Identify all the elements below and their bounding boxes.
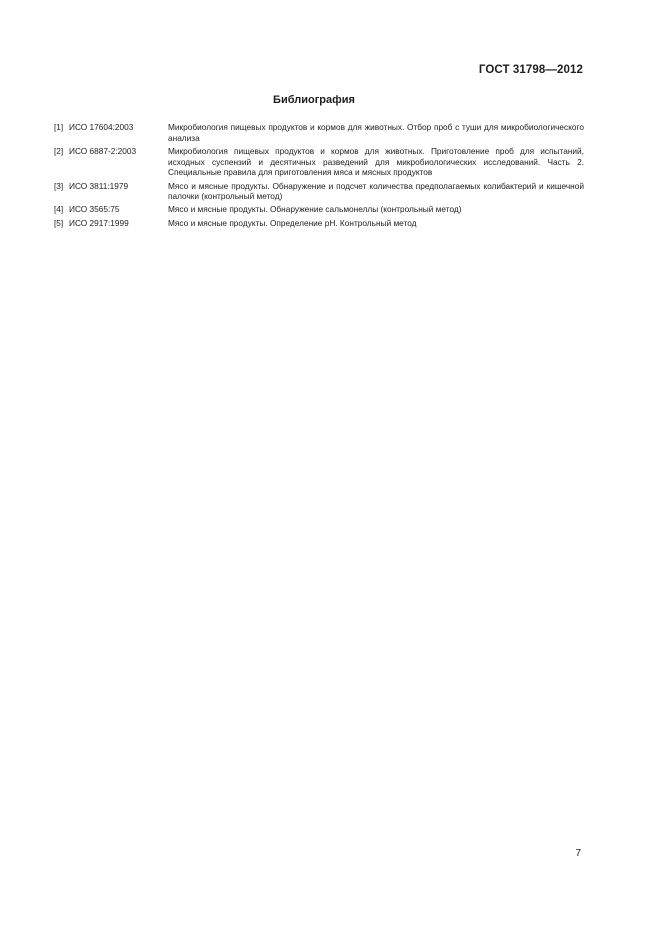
entry-title: Мясо и мясные продукты. Определение pH. Контрольный метод: [168, 217, 417, 228]
bibliography-list: [54, 122, 584, 231]
entry-number: [1]: [54, 122, 64, 132]
entry-reference: ИСО 2917:1999: [69, 217, 129, 228]
entry-number: [3]: [54, 180, 64, 191]
document-id: ГОСТ 31798—2012: [478, 64, 583, 76]
entry-reference: ИСО 3565:75: [69, 204, 120, 215]
bibliography-entry: [54, 204, 584, 215]
entry-title: Микробиология пищевых продуктов и кормов для животных. Приготовление проб для испытаний, исходных суспензий и десятичных разведений для микробиологических исследований. Часть 2. Специальные правила для приготовления мяса и мясных продуктов: [168, 145, 584, 178]
bibliography-entry: [54, 181, 584, 202]
entry-number: [5]: [54, 217, 64, 228]
bibliography-entry: [54, 146, 584, 178]
entry-title: Мясо и мясные продукты. Обнаружение и подсчет количества предполагаемых колибактерий и кишечной палочки (контрольный метод): [168, 180, 584, 202]
page-number: 7: [575, 848, 581, 859]
section-title: Библиография: [273, 94, 355, 106]
entry-number: [2]: [54, 145, 64, 156]
entry-reference: ИСО 6887-2:2003: [69, 145, 137, 156]
entry-title: Микробиология пищевых продуктов и кормов для животных. Отбор проб с туши для микробиологического анализа: [168, 122, 584, 143]
entry-title: Мясо и мясные продукты. Обнаружение сальмонеллы (контрольный метод): [168, 204, 462, 215]
bibliography-entry: [54, 122, 584, 143]
entry-reference: ИСО 3811:1979: [69, 180, 129, 191]
entry-reference: ИСО 17604:2003: [69, 122, 134, 132]
entry-number: [4]: [54, 204, 64, 215]
bibliography-entry: [54, 218, 584, 229]
